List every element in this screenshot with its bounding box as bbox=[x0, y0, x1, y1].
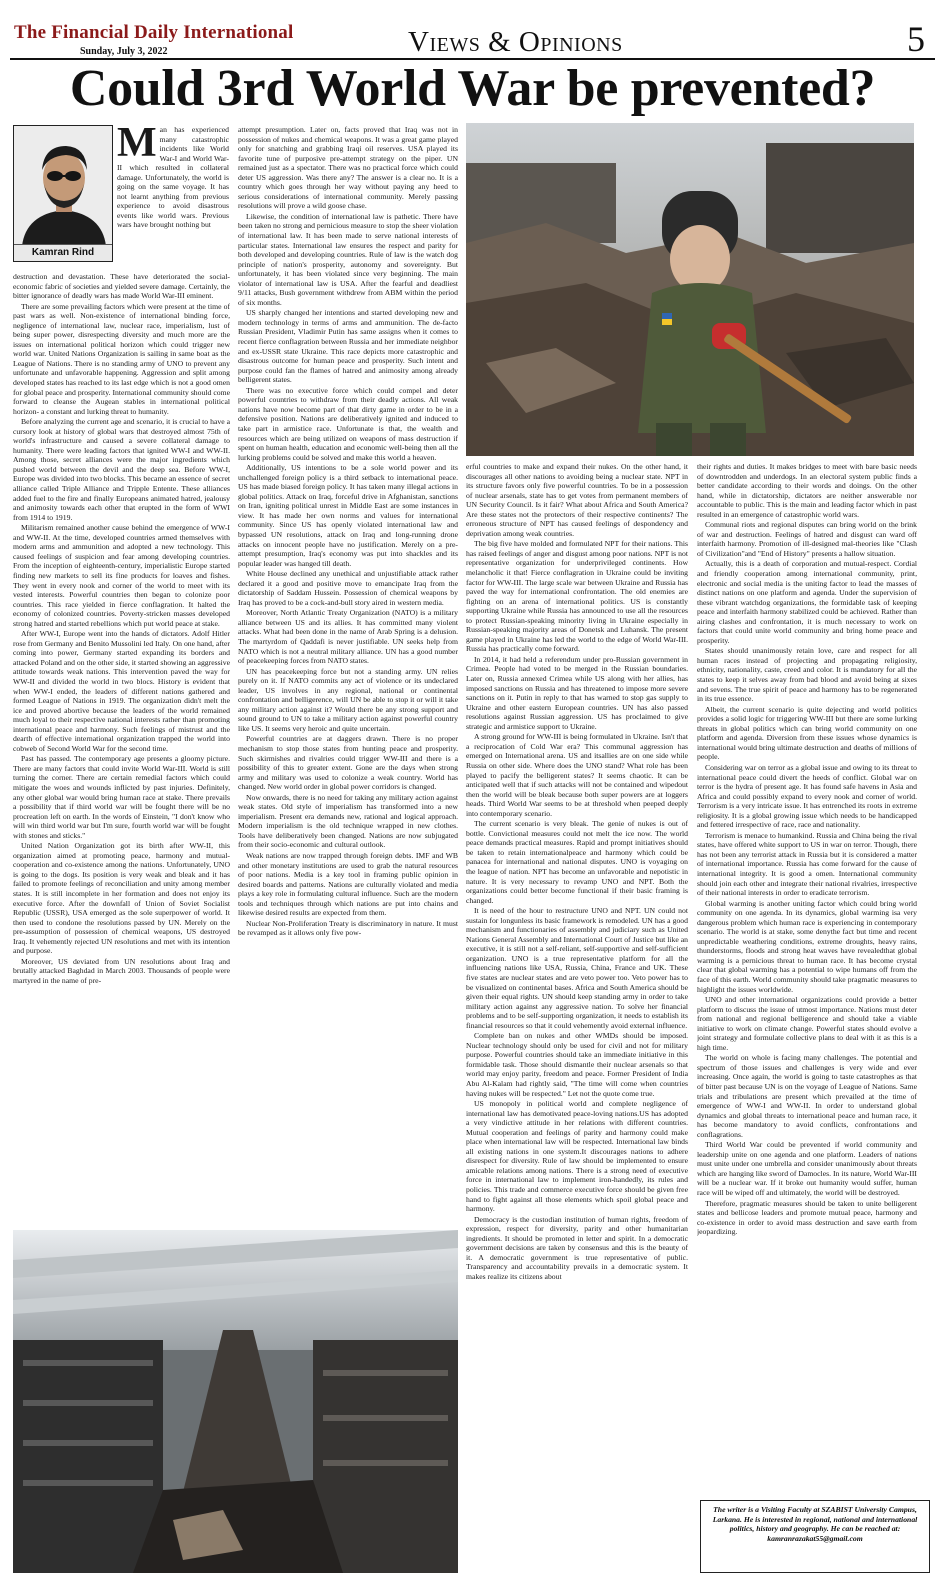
article-paragraph: Albeit, the current scenario is quite dejecting and world politics provides a solid logic for triggering WW-III but there are some lurking threats in global politics which can bring world community on one platform and agenda. Diversion from these issues whose dynamics is international would bring ultimate destruction and deaths of millions of people. bbox=[697, 704, 917, 762]
article-paragraph: Now onwards, there is no need for taking any military action against weak states. Old style of imperialism has transformed into a new imperialism. Present era demands new, rational and logical approach. Modern imperialism is the old technique wrapped in new clothes. Tools have deliberatively been changed. Nations are now subjugated from their socio-economic and cultural outlook. bbox=[238, 792, 458, 850]
article-paragraph: Complete ban on nukes and other WMDs should be imposed. Nuclear technology should only be used for civil and not for military purpose. Powerful countries should take an immediate initiative in this formidable task. Those should dismantle their nuclear arsenals so that world may enjoy parity, freedom and peace. Former President of India Abu Al-Kalam had rightly said, "The time will come when countries having nukes will be respected." Let not the quote come true. bbox=[466, 1031, 688, 1098]
article-column-2 bbox=[238, 125, 458, 1222]
photo-destroyed-store bbox=[13, 1230, 458, 1573]
masthead bbox=[10, 8, 935, 60]
photo-child-in-ruins bbox=[466, 123, 914, 456]
article-paragraph: Considering war on terror as a global issue and owing to its threat to international peace could divert the heeds of conflict. Global war on terror is the hydra of present age. It has found safe havens in Asia and Africa and could possibly expand to every nook and corner of world. Terrorism is a very intricate issue. It has entrenched its roots in extreme religiosity. It is a global growing issue which needs to be handicapped and fettered irrespective of race, race and nationality. bbox=[697, 762, 917, 830]
article-paragraph: Actually, this is a death of corporation and mutual-respect. Cordial and friendly cooperation among international community, print, electronic and social media is the uniting factor to lead the masses of distinct nations on one platform and agenda. Under the supervision of these vibrant watchdog organizations, the formidable task of keeping peace and interfaith harmony stabilized could be achieved. Rather than airing clashes and confrontation, it is much necessary to work on factors that could unite world community and bring home peace and prosperity. bbox=[697, 559, 917, 645]
author-portrait-image bbox=[14, 126, 113, 246]
article-paragraph: Democracy is the custodian institution of human rights, freedom of expression, respect for diversity, parity and other humanitarian ingredients. It should be promoted in letter and spirit. In a democratic government decisions are taken by consensus and this is the beauty of it. A democratic government is true representative of public. Transparency and accountability prevails in a democratic system. It makes realize its citizens about bbox=[466, 1214, 688, 1281]
article-paragraph: US sharply changed her intentions and started developing new and modern technology in terms of arms and ammunition. The de-facto Russian President, Vladimir Putin has same assigns when it comes to recent fierce conflagration between Russia and her immediate neighbor and ex-USSR state Ukraine. This race depicts more catastrophic and disastrous outcome for human peace and prosperity. Such intent and purpose could fan the flames of hatred and animosity among already belligerent states. bbox=[238, 308, 458, 385]
article-paragraph: erful countries to make and expand their nukes. On the other hand, it discourages all other nations to avoiding being a nuclear state. NPT in its structure favors only five powerful countries. To be in a possession of nuclear arsenals, state has to get votes from permanent members of UN Security Council. Is it fair? What about Africa and South America? Are these states not the protectors of their respective continents? The erroneous structure of NPT has caused feelings of despondency and deprivation among weak countries. bbox=[466, 462, 688, 538]
article-paragraph: Weak nations are now trapped through foreign debts. IMF and WB and other monetary institutions are used to grab the natural resources of poor nations. Media is a key tool in framing public opinion in desired boards and patterns. Nations are culturally violated and media plays a key role in formulating cultural influence. Such are the modern tools and techniques through which nations are put into chains and likewise desired results are expected from them. bbox=[238, 851, 458, 918]
article-paragraph: UNO and other international organizations could provide a better platform to discuss the issue of utmost importance. Nations must deter from national and regional belligerence and should take a viable initiative to work on climate change. Powerful states should evolve a joint strategy and formulate collective plans to deal with it as this is a high time. bbox=[697, 995, 917, 1052]
article-paragraph: Past has passed. The contemporary age presents a gloomy picture. There are many factors that could invite World War-III. World is still turning the corner. There are certain remedial factors which could mitigate the woes and wounds inflicted by past injuries. Definitely, any other global war would bring human race at stake. There prevails a possibility that if third world war will be fought there will be no procreation left on earth. In the words of Einstein, "I don't know who will win third world war but I'm sure, fourth world war will be fought with stones and sticks." bbox=[13, 754, 230, 840]
article-paragraph: After WW-I, Europe went into the hands of dictators. Adolf Hitler rose from Germany and Benito Mussolini led Italy. On one hand, after coming into power, Germany started expanding its borders and attacked Poland and on the other side, it started showing an aggressive attitude towards weak nations. This intervention paved the way for WW-II and divided the world in two blocs. History is evident that when WW-I ended, the leaders of different nations gathered and formed League of Nations in 1919. The organization didn't melt the ice and proved abortive because the leaders of the world remained much loyal to their respective national interests rather than promoting international peace and harmony. Such feelings of mistrust and the dearth of effective international organization trapped the world into cobweb of Second World War for the second time. bbox=[13, 629, 230, 753]
article-column-4 bbox=[697, 462, 917, 1495]
article-paragraph: White House declined any unethical and unjustifiable attack rather declared it a good and positive move to emancipate Iraq from the dictatorship of Saddam Hussein. Possession of chemical weapons by Iraq has proved to be a cock-and-bull story aired in western media. bbox=[238, 569, 458, 607]
destroyed-store-image bbox=[13, 1230, 458, 1573]
article-paragraph: Moreover, US deviated from UN resolutions about Iraq and brutally attacked Baghdad in March 2003. Thousands of people were martyred in the name of pre- bbox=[13, 956, 230, 985]
article-dropcap: M bbox=[117, 125, 157, 166]
article-paragraph: There was no executive force which could compel and deter powerful countries to withdraw from their deadly actions. All weak nations have now become part of that dirty game in order to be in a defensive position. Nations are deliberatively ignited and induced to take part in armistice race. Unfortunate is that, the wealth and resources which are being utilized on weapons of mass destruction if spent on human health, education and economic well-being then all the lurking problems could be solved and make this world a heaven. bbox=[238, 385, 458, 462]
article-paragraph: Nuclear Non-Proliferation Treaty is discriminatory in nature. It must be revamped as it allows only five pow- bbox=[238, 918, 458, 938]
article-paragraph: States should unanimously retain love, care and respect for all human races instead of projecting and propagating religiosity, ethnicity, nationality, caste, creed and color. It is mandatory for all the states to keep it selves away from bad blood and avoid being at sixes and sevens. The true spirit of peace and harmony has to be regenerated in its true essence. bbox=[697, 646, 917, 704]
article-paragraph: Global warming is another uniting factor which could bring world community on one agenda. In its dynamics, global warming isa very dangerous problem which human race is experiencing in contemporary scenario. The world is at stake, some denythe fact but time and recent unpredictable weathering conditions, extreme droughts, heavy rains, thunderstorms, floods and strong heat waves have revealedthat global warming is a pernicious threat to human race. It has become crystal clear that global warming has a potential to wipe humans off from the face of this earth. World community should take pragmatic measures to highlight the issues worldwide. bbox=[697, 898, 917, 994]
author-photo bbox=[13, 125, 113, 262]
article-paragraph: attempt presumption. Later on, facts proved that Iraq was not in possession of nukes and chemical weapons. It was a great game played only for snatching and grabbing Iraqi oil reserves. USA played its favorite tune of purposive pre-attempt strategy on the piper. UN remained just as a spectator. There was no practical force which could deter US aggression. Was there any? The answer is a clear no. It is a country which goes through her way without paying any heed to serious considerations of international community. Merely passing resolutions will prove a wild goose chase. bbox=[238, 125, 458, 211]
article-paragraph: Militarism remained another cause behind the emergence of WW-I and WW-II. At the time, developed countries armed themselves with modern arms and ammunition and adopted a new technology. This caused feelings of suspicion and fear among developing countries. From the inception of eighteenth-century, imperialistic Europe started finding new markets to sell its fine products for loaves and fishes. They went in every nook and corner of the world to meet with its vested interests. Powerful countries then began to colonize poor countries. This race yielded in fierce conflagration. It halted the economy of colonized countries. Poverty-stricken masses developed strong hatred and started rebellions which put world peace at stake. bbox=[13, 523, 230, 628]
newspaper-name: The Financial Daily International bbox=[14, 22, 294, 43]
article-paragraph: US monopoly in political world and complete negligence of international law has demotivated peace-loving nations.US has adopted a very vindictive attitude in her relations with different countries. Mutual cooperation and feelings of parity and harmony could make place when international law will be respected. International law binds all existing nations in one system.It discourages nations to adhere disrespect for diversity. Rule of law should be implemented to ensure amicable relations among nations. There is a strong need of executive force in international law to implement iron-handedly, its rules and policies. This trade and commerce executive force should be given free hand to fight against all those elements which spoil global peace and harmony. bbox=[466, 1099, 688, 1214]
article-column-3 bbox=[466, 462, 688, 1573]
article-column-1 bbox=[117, 125, 229, 275]
article-paragraph: In 2014, it had held a referendum under pro-Russian government in Crimea. People had voted to be merged in the Russian boundaries. Later on, Russia annexed Crimea while US along with her allies, has imposed sanctions on Russia and has threatened to impose more severe sanctions on it. Putin in reply to that has warned to stop gas supply to Ukraine and other eastern European countries. UN has also passed resolutions against Russian aggression. US has proclaimed to give strategic and armistice support to Ukraine. bbox=[466, 654, 688, 731]
article-paragraph: Third World War could be prevented if world community and leadership unite on one agenda and one platform. Leaders of nations must unite under one umbrella and consider unanimously about threats which are hanging like sword of Damocles. In its nature, World War-III will be a nuclear war. If it broke out humanity would suffer, human race will be wiped off and ultimately, the world will be destroyed. bbox=[697, 1140, 917, 1198]
article-opening-text: an has experienced many catastrophic incidents like World War-I and World War-II which resulted in collateral damage. Unfortunately, the world is going on the same voyage. It has not learnt anything from previous experience to avoid disastrous events like world wars. Previous wars have brought nothing but bbox=[117, 125, 229, 230]
article-paragraph: The big five have molded and formulated NPT for their nations. This has raised feelings of anger and disgust among poor nations. NPT is not representative organization for underprivileged continents. How melancholic it that! Fierce conflagration in Ukraine could be inviting factor for WW-III. The large scale war between Ukraine and Russia has paved the way for international confrontation. The old enemies are fighting on an arena of international politics. US is constantly supporting Ukraine while Russia has announced to use all the resources to protect Russian-speaking minority living in Ukraine especially in Russian-speaking majority areas of Donetsk and Luhansk. The present game played in Ukraine has led the world to the edge of World War-III. Russia has practically come forward. bbox=[466, 539, 688, 654]
section-title: Views & Opinions bbox=[408, 26, 623, 58]
article-paragraph: Terrorism is menace to humankind. Russia and China being the rival states, have offered white support to US in war on terror. Though, there has not been any terrorist attack in Russia but it is considered a matter of international importance. Russia has come forward for the cause of international integrity. It is good a omen. International community should join each other and integrate their national rivalries, irrespective of their national interests in order to eradicate terrorism. bbox=[697, 830, 917, 898]
article-paragraph: Additionally, US intentions to be a sole world power and its unchallenged foreign policy is a third setback to international peace. US has made biased foreign policy. It has taken many illegal actions in global politics. Attack on Iraq, forceful drive in Afghanistan, sanctions on Iran, igniting political unrest in Middle East are some instances in view. It has made her own norms and values for international community. Since US has openly violated international law and bypassed UN resolutions, attack on Iraq and long-running drone attacks on innocent people have no justification. Merely on a pre-attempt presumption, Iraq's economy was put into shackles and its popular leader was hanged till death. bbox=[238, 463, 458, 568]
article-paragraph: UN has peacekeeping force but not a standing army. UN relies purely on it. If NATO commits any act of violence or its undeclared leader, US involves in any regional, national or continental confrontation and belligerence, will UN be able to stop it or will it take any military action against it? Would there be any strong support and sound ground to UN to take a military action against powerful country like US. It seems very heroic and quite uncertain. bbox=[238, 666, 458, 733]
article-paragraph: The current scenario is very bleak. The genie of nukes is out of bottle. Convictional measures could not melt the ice now. The world peace demands practical measures. Rapid and prompt initiatives should be taken to retain internationalpeace and harmony which could be panacea for international and national disputes. UNO is voyaging on the league of nation. NPT has become an unfavorable and nepotistic in nature. It is very necessary to revamp UNO and NPT. Both the organizations could better become functional if their basic framing is changed. bbox=[466, 819, 688, 905]
article-paragraph: It is need of the hour to restructure UNO and NPT. UN could not sustain for longunless its basic framework is remodeled. UN has a good mechanism and functionaries of assembly and judiciary such as United Nations General Assembly and International Court of Justice but like an executive, it is still not a self-reliant, self-supportive and self-sufficient organization. UNO is a true representative platform for all the influencing nations like USA, Russia, China, France and UK. These five states are nuclear states and are veto power too. Veto power has to be visualized on continental bases. Africa and South America should be given their equal rights. UN should keep standing army in order to take military action against any aggressive nation. To solve her financial problems and to be self-supporting organization, it needs to establish its financial resources so that it could vehemently avoid external influence. bbox=[466, 906, 688, 1030]
headline: Could 3rd World War be prevented? bbox=[69, 60, 876, 117]
article-paragraph: Communal riots and regional disputes can bring world on the brink of war and destruction. Feelings of hatred and disgust can ward off interfaith harmony. Promotion of ill-designed mal-theories like "Clash of Civilization"and "End of History" presents a hallow situation. bbox=[697, 520, 917, 558]
article-paragraph: their rights and duties. It makes bridges to meet with bare basic needs of downtrodden and underdogs. In an electoral system public finds a better candidate according to their words and doings. On the other hand, while in dictatorship, dictators are neither answerable nor accountable to public. This is the main and leading factor which in past resulted in an emergence of catastrophic world wars. bbox=[697, 462, 917, 519]
article-paragraph: Therefore, pragmatic measures should be taken to unite belligerent states and bellicose leaders and promote mutual peace, harmony and co-existence in order to avoid mass destruction and save earth from jeopardizing. bbox=[697, 1198, 917, 1237]
article-paragraph: Powerful countries are at daggers drawn. There is no proper mechanism to stop those states from hunting peace and prosperity. Such skirmishes and rivalries could trigger WW-III and there is a possibility of this to greater extent. Gone are the days when strong army and military was used to colonize a weak country. World has changed. New world order in global power corridors is changed. bbox=[238, 734, 458, 792]
article-paragraph: Moreover, North Atlantic Treaty Organization (NATO) is a military alliance between US and its allies. It has committed many violent attacks. What had been done in the name of Arab Spring is a delusion. The martyrdom of Qaddafi is never justifiable. UN seeks help from NATO which is not a neutral military alliance. UN has a good number of peacekeeping forces from NATO states. bbox=[238, 608, 458, 666]
author-bio-box: The writer is a Visiting Faculty at SZABIST University Campus, Larkana. He is interested in regional, national and international politics, history and geography. He can be reached at: kamranrazakat55@gmail.com bbox=[700, 1500, 930, 1573]
page-number: 5 bbox=[907, 19, 925, 59]
article-paragraph: Likewise, the condition of international law is pathetic. There have been taken no strong and pernicious measure to stop the sheer violation of international law. It has been made to serve national interests of particular states. International law ensures the respect and parity for both developed and developing countries. Rule of law is the watch dog principle of nation's prosperity, autonomy and sovereignty. But unfortunately, it has been violated since very beginning. The main violator of international law is USA. After the fearful and deadliest 9/11 attacks, Bush government withdrew from ABM within the period of six months. bbox=[238, 211, 458, 307]
article-paragraph: The world on whole is facing many challenges. The potential and spectrum of those issues and challenges is very wide and ever increasing. Once again, the world is going to taste catastrophes as that of bitter past because UN is on the voyage of League of Nations. Same trials and tribulations are present which prevailed at the time of emergence of WW-I and WW-II. In order to understand global dynamics and global threats to international peace and human race, it has become mandatory to avoid conflicts, confrontations and conflagrations. bbox=[697, 1053, 917, 1139]
article-paragraph: Before analyzing the current age and scenario, it is crucial to have a cursory look at history of global wars that destroyed almost 75th of world's infrastructure and caused a severe collateral damage to humanity. There were leading factors that ignited WW-I and WW-II. Among those, secret alliances were the major ingredients which pushed world between the devil and the deep sea. Before WW-I, Europe was divided into two blocks. This became an essence of secret alliance called Triple Alliance and Tripple Entente. These alliances added fuel to the fire and finally Europeans animated hatred, jealousy and animosity towards each other that erupted in the form of WWI from 1914 to 1919. bbox=[13, 417, 230, 522]
article-paragraph: A strong ground for WW-III is being formulated in Ukraine. Isn't that a reciprocation of Cold War era? This communal aggression has emerged on International arena. US and itsallies are on one side while Russia on other side. Where does the UNO stand? What role has been played to pacify the belligerent states? It seems chaotic. It can be anticipated well that if such attacks will not be contained and wipedout then the world will be bleak because both super powers are at loggers heads. Third World War seems to be at threshold when peeped deeply into contemporary scenario. bbox=[466, 732, 688, 818]
article-column-1-body bbox=[13, 272, 230, 1224]
article-paragraph: destruction and devastation. These have deteriorated the social-economic fabric of societies and yielded severe damage. Certainly, the bitter ignorance of deadly wars has made World War-III eminent. bbox=[13, 272, 230, 301]
article-paragraph: There are some prevailing factors which were present at the time of past wars as well. Non-existence of international binding force, negligence of international law, nuclear race, imperialism, lust of being super power, disrespecting diversity and much more are the issues on international political horizon which could trigger new world war. United Nations Organization is sailing in same boat as the League of Nations. There is no standing army of UNO to prevent any unfortunate and unfavorable happening. Aggression and split among developed states has reached to its last edge which is not a good omen for global peace and prosperity. International community should come forward to cleanse the Augean stables in international political horizon- a constant and lurking threat to humanity. bbox=[13, 301, 230, 416]
author-name: Kamran Rind bbox=[14, 244, 112, 261]
publication-date: Sunday, July 3, 2022 bbox=[80, 46, 168, 57]
child-in-rubble-image bbox=[466, 123, 914, 456]
article-paragraph: United Nation Organization got its birth after WW-II, this organization aimed at promoting peace, harmony and mutual-cooperation and co-existence among the nations. Unfortunately, UNO is going to the dogs. Its position is very weak and bleak and it has failed to promote feelings of reconciliation and unity among member states. It is still incomplete in her formation and does not enjoy its executive force. After the downfall of Union of Soviet Socialist Republic (USSR), USA emerged as the sole superpower of world. It then used to condone the resolutions passed by UN. Merely on the pre-assumption of possession of chemical weapons, US destroyed Iraq. It vehemently rejected UN resolutions and met with its intention and purpose. bbox=[13, 841, 230, 956]
